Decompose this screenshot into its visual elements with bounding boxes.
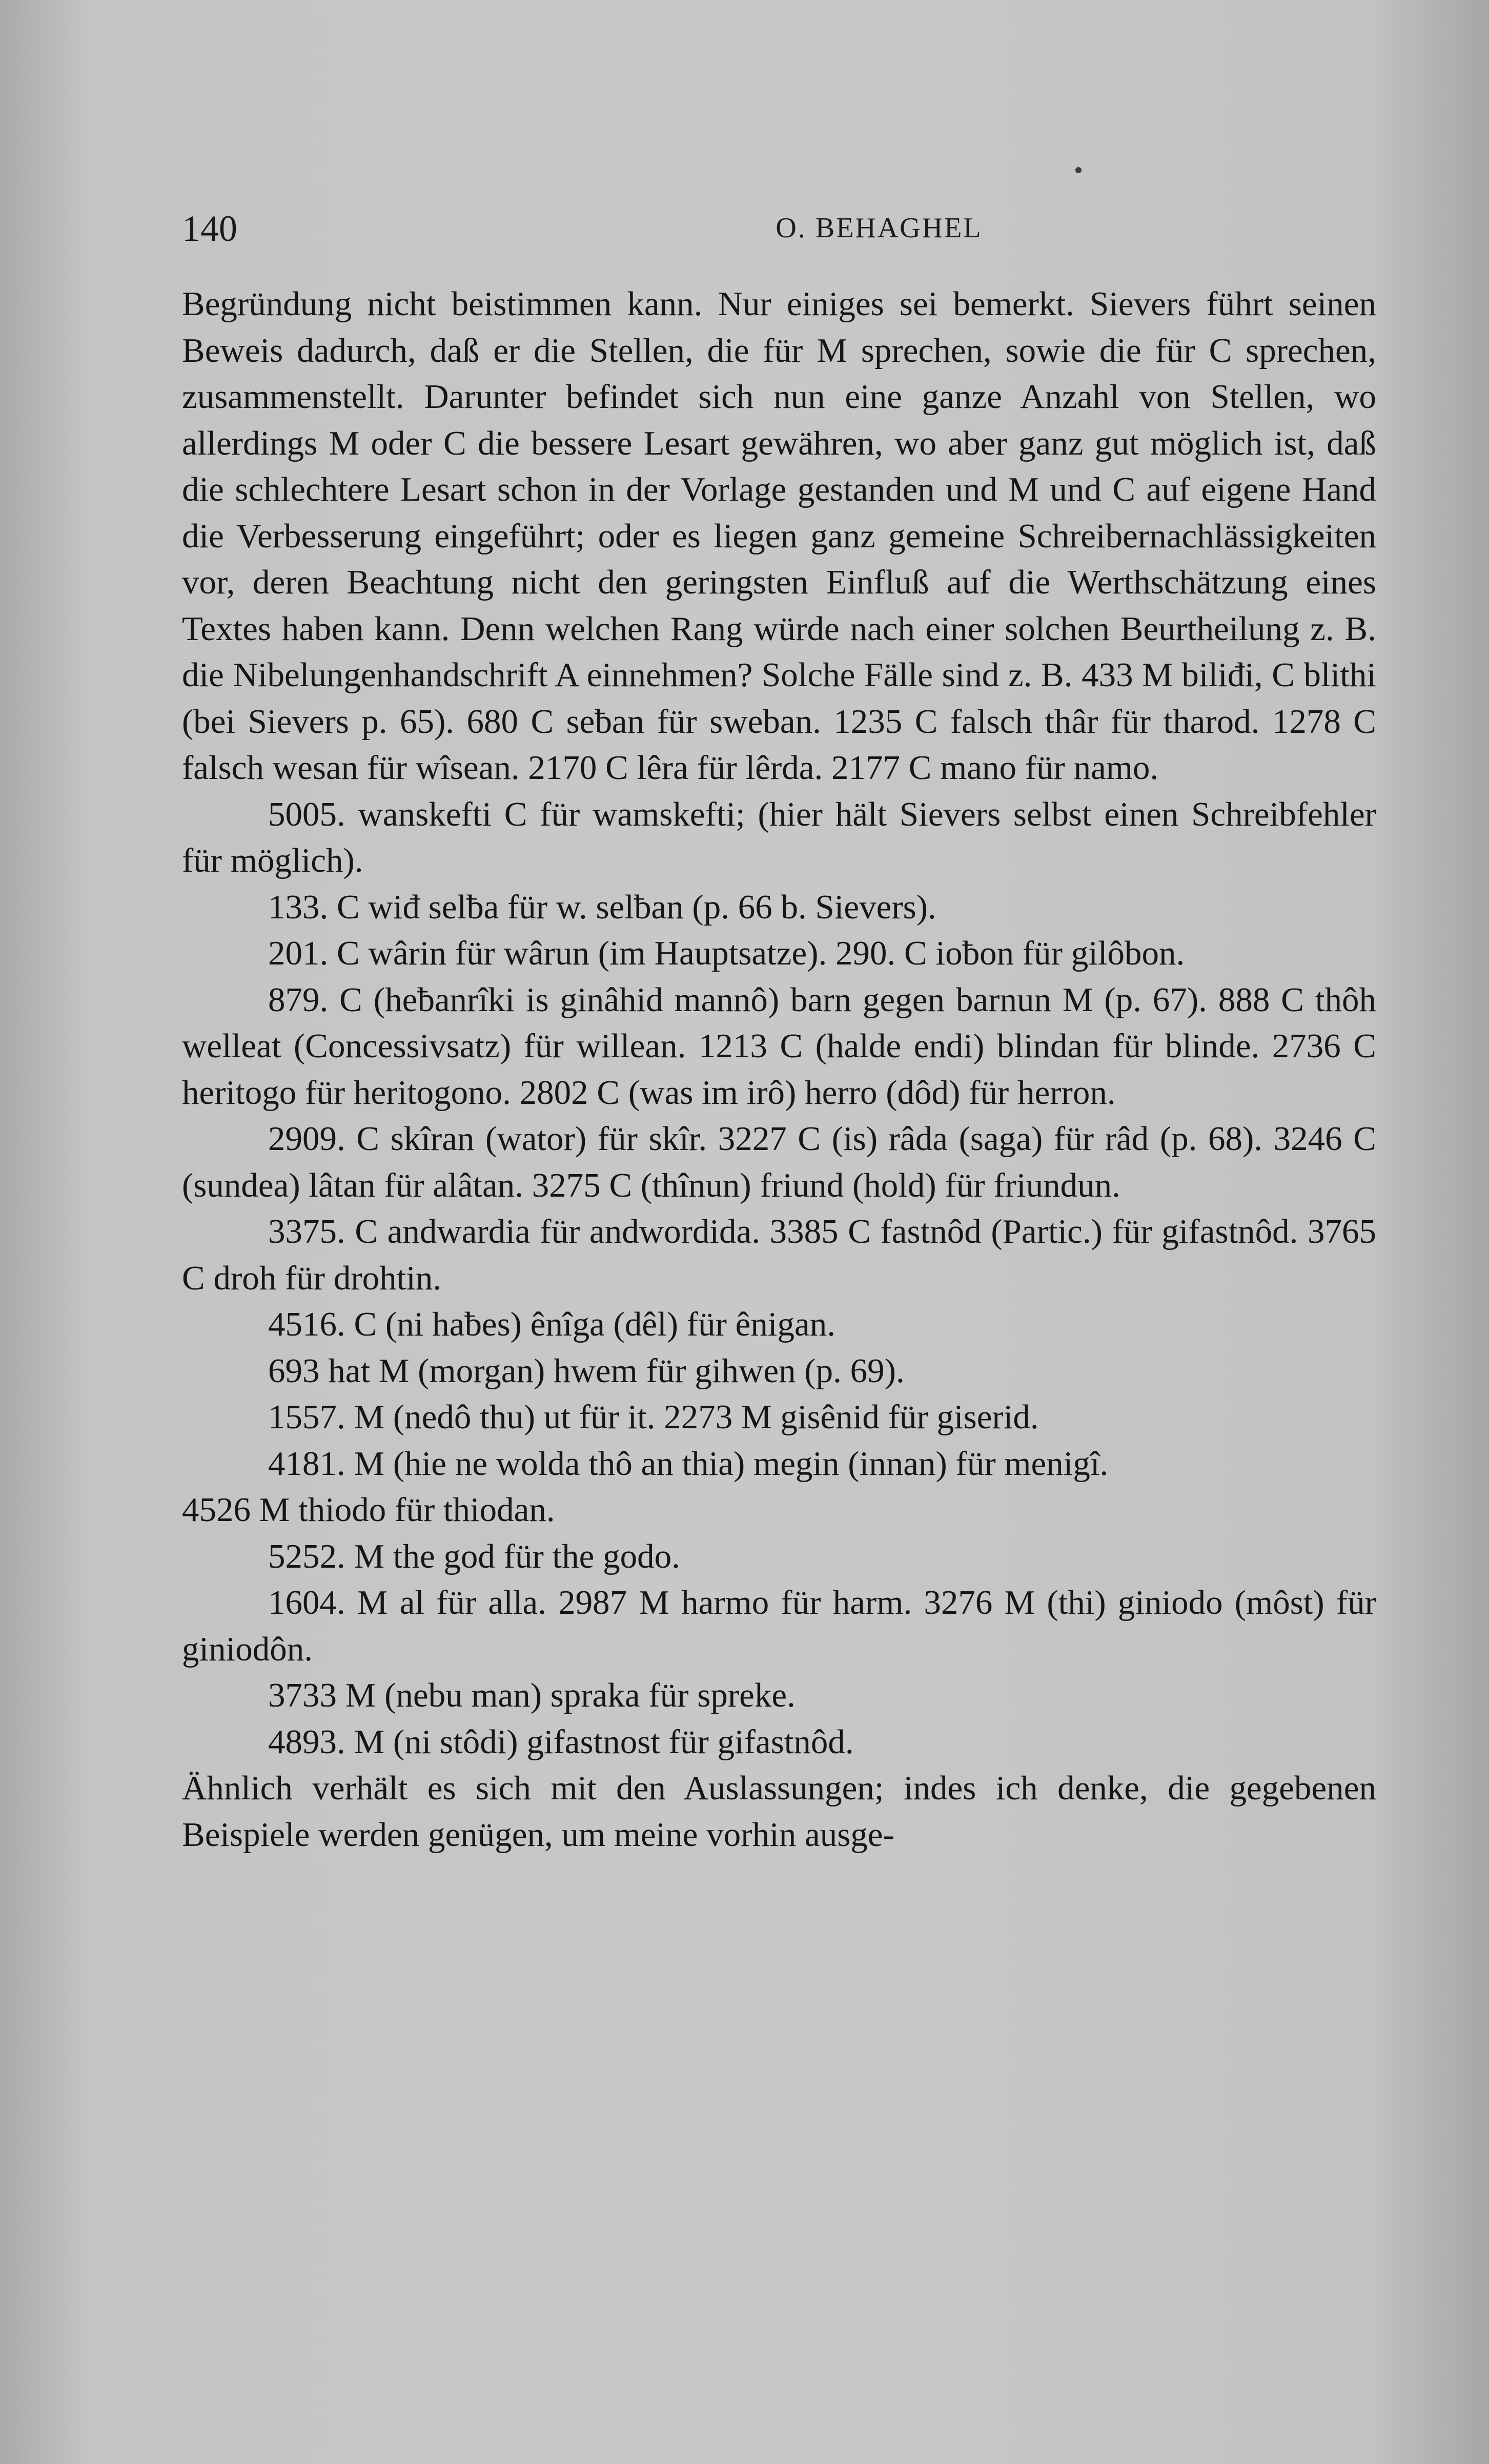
paragraph: 879. C (heƀanrîki is ginâhid mannô) barn gegen barnun M (p. 67). 888 C thôh welleat (Concessivsatz) für willean. 1213 C (halde endi) blindan für blinde. 2736 C heritogo für heritogono. 2802 C (was im irô) herro (dôd) für herron. bbox=[182, 980, 1376, 1112]
paragraph: 693 hat M (morgan) hwem für gihwen (p. 69). bbox=[268, 1351, 905, 1390]
paragraph: 1557. M (nedô thu) ut für it. 2273 M gisênid für giserid. bbox=[268, 1398, 1039, 1436]
paragraph: 5005. wanskefti C für wamskefti; (hier hält Sievers selbst einen Schreibfehler für möglich). bbox=[182, 795, 1376, 879]
paragraph: 133. C wiđ selƀa für w. selƀan (p. 66 b. Sievers). bbox=[268, 888, 936, 926]
paragraph: 4516. C (ni haƀes) ênîga (dêl) für ênigan. bbox=[268, 1305, 836, 1343]
paragraph: 2909. C skîran (wator) für skîr. 3227 C (is) râda (saga) für râd (p. 68). 3246 C (sundea) lâtan für alâtan. 3275 C (thînun) friund (hold) für friundun. bbox=[182, 1120, 1376, 1204]
paragraph: 201. C wârin für wârun (im Hauptsatze). 290. C ioƀon für gilôbon. bbox=[268, 934, 1185, 972]
ink-speck bbox=[1075, 167, 1082, 173]
running-title: O. BEHAGHEL bbox=[776, 212, 983, 244]
paragraph: 3733 M (nebu man) spraka für spreke. bbox=[268, 1676, 796, 1714]
paragraph: 3375. C andwardia für andwordida. 3385 C fastnôd (Partic.) für gifastnôd. 3765 C droh für drohtin. bbox=[182, 1213, 1376, 1297]
paragraph: 4893. M (ni stôdi) gifastnost für gifastnôd. bbox=[268, 1722, 854, 1761]
paragraph: Begründung nicht beistimmen kann. Nur einiges sei bemerkt. Sievers führt seinen Beweis dadurch, daß er die Stellen, die für M sprechen, sowie die für C sprechen, zusammenstellt. Darunter befindet sich nun eine ganze Anzahl von Stellen, wo allerdings M oder C die bessere Lesart gewähren, wo aber ganz gut möglich ist, daß die schlechtere Lesart schon in der Vorlage gestanden und M und C auf eigene Hand die Verbesserung eingeführt; oder es liegen ganz gemeine Schreibernachlässigkeiten vor, deren Beachtung nicht den geringsten Einfluß auf die Werthschätzung eines Textes haben kann. Denn welchen Rang würde nach einer solchen Beurtheilung z. B. die Nibelungenhandschrift A einnehmen? Solche Fälle sind z. B. 433 M biliđi, C blithi (bei Sievers p. 65). 680 C seƀan für sweban. 1235 C falsch thâr für tharod. 1278 C falsch wesan für wîsean. 2170 C lêra für lêrda. 2177 C mano für namo. bbox=[182, 285, 1376, 787]
page-number: 140 bbox=[182, 208, 237, 249]
paragraph: 1604. M al für alla. 2987 M harmo für harm. 3276 M (thi) giniodo (môst) für giniodôn. bbox=[182, 1584, 1376, 1668]
paragraph: 4526 M thiodo für thiodan. bbox=[182, 1491, 555, 1529]
paragraph: 5252. M the god für the godo. bbox=[268, 1537, 680, 1575]
page-header bbox=[182, 208, 1376, 254]
paragraph: 4181. M (hie ne wolda thô an thia) megin (innan) für menigî. bbox=[268, 1444, 1109, 1483]
page-body bbox=[182, 281, 1376, 1858]
paragraph: Ähnlich verhält es sich mit den Auslassungen; indes ich denke, die gegebenen Beispiele werden genügen, um meine vorhin ausge- bbox=[182, 1769, 1376, 1854]
